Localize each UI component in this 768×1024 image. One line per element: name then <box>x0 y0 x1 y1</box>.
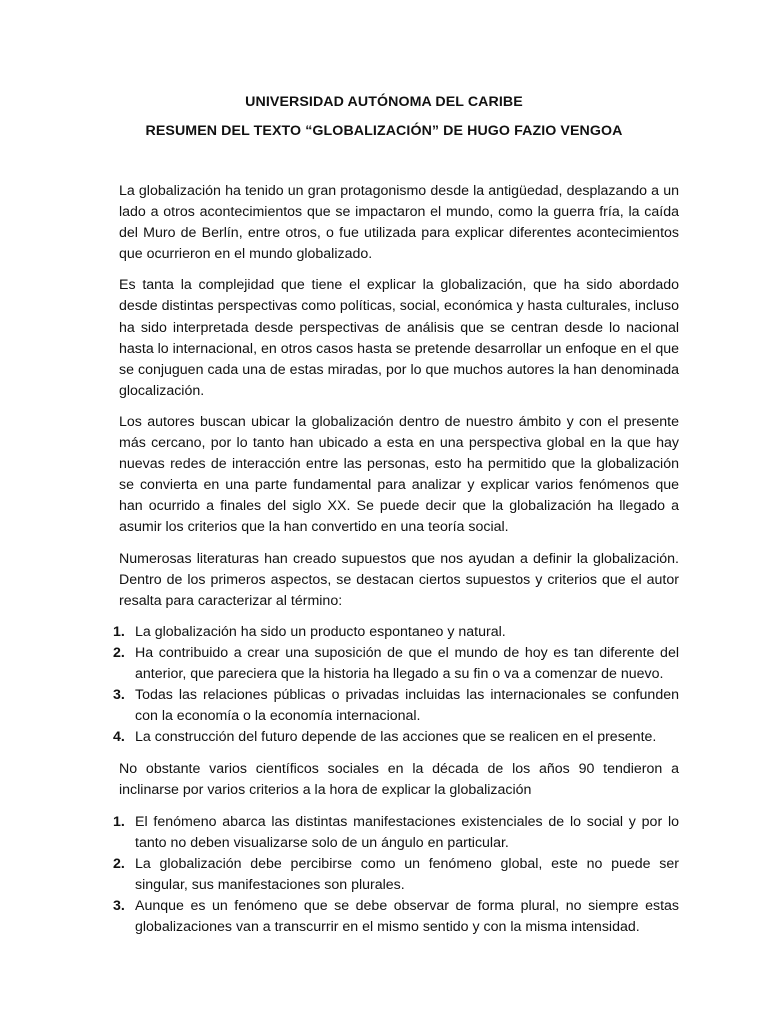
list-item-text: Todas las relaciones públicas o privadas incluidas las internacionales se confunden con la economía o la economía internacional. <box>135 687 679 725</box>
list-item-text: La globalización debe percibirse como un fenómeno global, este no puede ser singular, sus manifestaciones son plurales. <box>135 855 679 893</box>
list-item-number: 4. <box>113 729 125 746</box>
document-body <box>113 181 679 949</box>
list-item-number: 3. <box>113 687 125 704</box>
list-item <box>113 854 679 896</box>
list-item <box>113 622 679 643</box>
list-item-text: Aunque es un fenómeno que se debe observar de forma plural, no siempre estas globalizaciones van a transcurrir en el mismo sentido y con la misma intensidad. <box>135 897 679 935</box>
list-item <box>113 685 679 727</box>
paragraph-intro: La globalización ha tenido un gran protagonismo desde la antigüedad, desplazando a un lado a otros acontecimientos que se impactaron el mundo, como la guerra fría, la caída del Muro de Berlín, entre otros, o fue utilizada para explicar diferentes acontecimientos que ocurrieron en el mundo globalizado. <box>119 183 679 263</box>
list-item <box>113 896 679 938</box>
list-item-number: 3. <box>113 897 125 914</box>
document-title: UNIVERSIDAD AUTÓNOMA DEL CARIBE <box>245 94 523 110</box>
list-item-text: La construcción del futuro depende de las acciones que se realicen en el presente. <box>135 729 657 746</box>
list-item-number: 2. <box>113 855 125 872</box>
paragraph-complexity: Es tanta la complejidad que tiene el explicar la globalización, que ha sido abordado desde distintas perspectivas como políticas, social, económica y hasta culturales, incluso ha sido interpretada desde perspectivas de análisis que se centran desde lo nacional hasta lo internacional, en otros casos hasta se pretende desarrollar un enfoque en el que se conjuguen cada una de estas miradas, por lo que muchos autores la han denominada glocalización. <box>119 277 679 399</box>
list-item-number: 1. <box>113 623 125 640</box>
paragraph-literatures: Numerosas literaturas han creado supuestos que nos ayudan a definir la globalización. Dentro de los primeros aspectos, se destacan ciertos supuestos y criterios que el autor resalta para caracterizar al término: <box>119 550 679 609</box>
criteria-list <box>113 622 679 749</box>
list-item <box>113 643 679 685</box>
list-item-number: 1. <box>113 813 125 830</box>
paragraph-authors: Los autores buscan ubicar la globalización dentro de nuestro ámbito y con el presente más cercano, por lo tanto han ubicado a esta en una perspectiva global en la que hay nuevas redes de interacción entre las personas, esto ha permitido que la globalización se convierta en una parte fundamental para analizar y explicar varios fenómenos que han ocurrido a finales del siglo XX. Se puede decir que la globalización ha llegado a asumir los criterios que la han convertido en una teoría social. <box>119 413 679 536</box>
document-subtitle: RESUMEN DEL TEXTO “GLOBALIZACIÓN” DE HUGO FAZIO VENGOA <box>145 123 623 139</box>
scientists-criteria-list <box>113 812 679 939</box>
list-item-text: El fenómeno abarca las distintas manifestaciones existenciales de lo social y por lo tanto no deben visualizarse solo de un ángulo en particular. <box>135 813 679 851</box>
list-item <box>113 727 679 748</box>
list-item-number: 2. <box>113 644 125 661</box>
list-item-text: Ha contribuido a crear una suposición de que el mundo de hoy es tan diferente del anterior, que pareciera que la historia ha llegado a su fin o va a comenzar de nuevo. <box>135 644 679 682</box>
paragraph-scientists: No obstante varios científicos sociales en la década de los años 90 tendieron a inclinarse por varios criterios a la hora de explicar la globalización <box>119 761 679 799</box>
list-item <box>113 812 679 854</box>
list-item-text: La globalización ha sido un producto espontaneo y natural. <box>135 623 506 640</box>
